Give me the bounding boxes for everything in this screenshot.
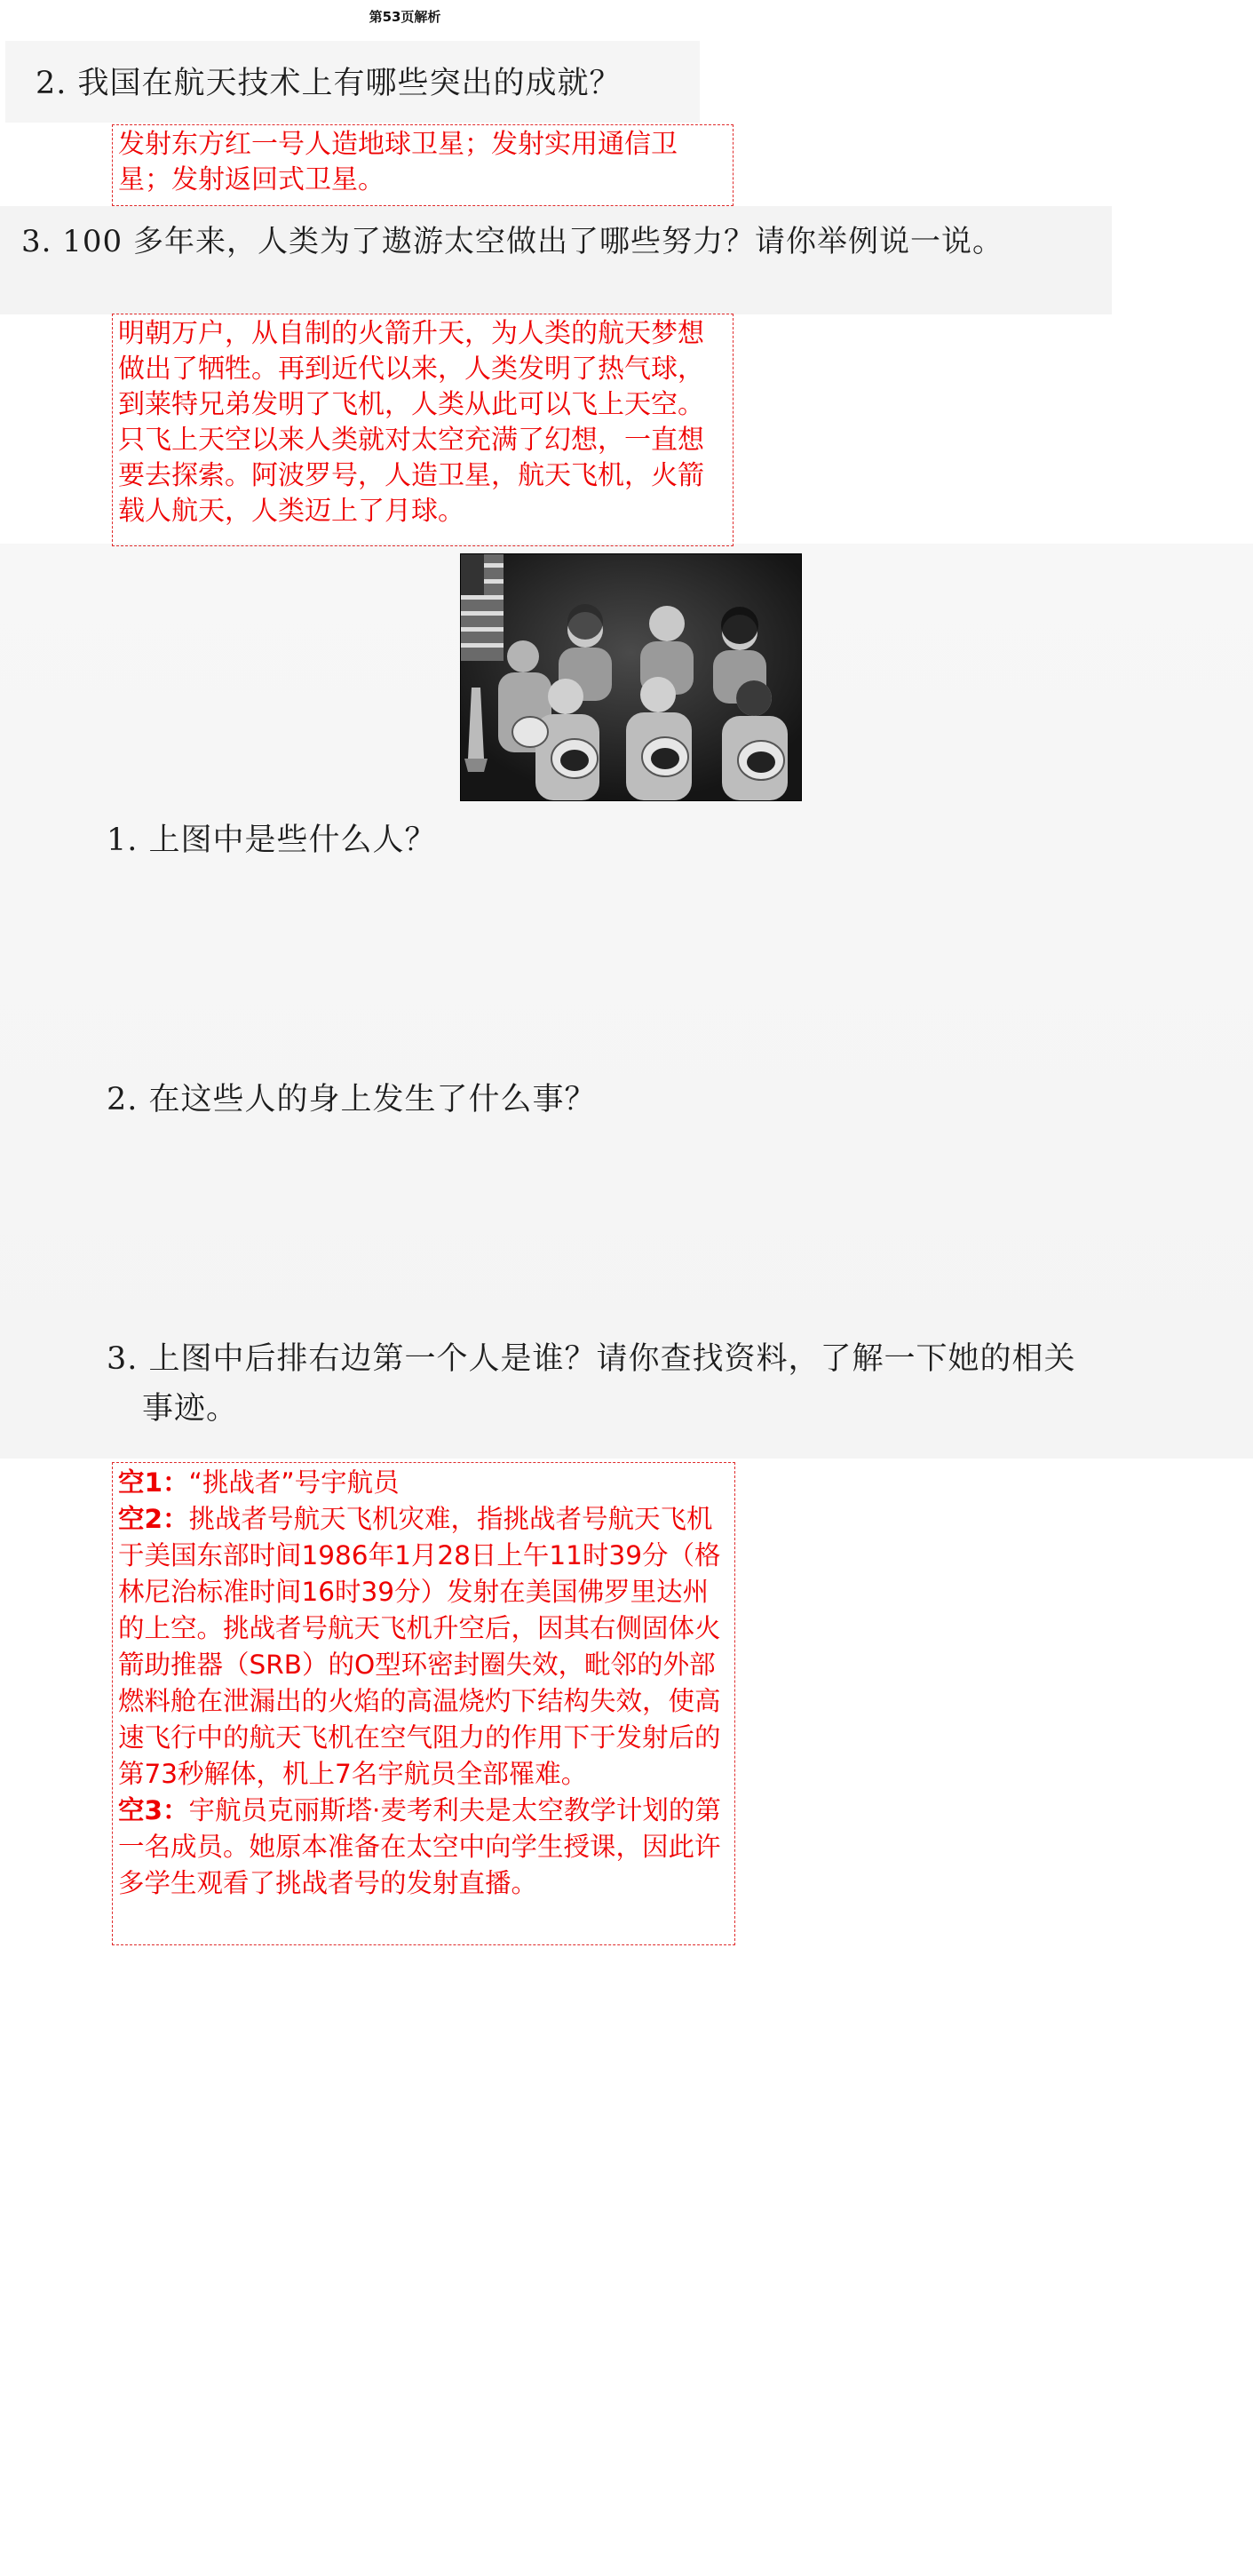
page-title: 第53页解析 <box>369 9 441 25</box>
answer-3-text: 明朝万户，从自制的火箭升天，为人类的航天梦想做出了牺牲。再到近代以来，人类发明了热气球，到莱特兄弟发明了飞机，人类从此可以飞上天空。只飞上天空以来人类就对太空充满了幻想，一直想要去探索。阿波罗号，人造卫星，航天飞机，火箭载人航天，人类迈上了月球。 <box>118 318 704 527</box>
blank-2-answer <box>118 1501 729 1793</box>
question-3-who-right: 3. 上图中后排右边第一个人是谁？请你查找资料，了解一下她的相关 <box>107 1341 1076 1377</box>
blank-1-text: “挑战者”号宇航员 <box>188 1467 400 1498</box>
blank-3-label: 空3： <box>118 1795 189 1825</box>
question-2-what-happened: 2. 在这些人的身上发生了什么事？ <box>107 1082 597 1117</box>
blank-1-answer <box>118 1465 729 1501</box>
question-3-efforts: 3. 100 多年来，人类为了遨游太空做出了哪些努力？请你举例说一说。 <box>21 224 1003 259</box>
answer-2-box <box>112 124 734 206</box>
blank-1-label: 空1： <box>118 1467 189 1498</box>
blank-3-text: 宇航员克丽斯塔·麦考利夫是太空教学计划的第一名成员。她原本准备在太空中向学生授课，因此许多学生观看了挑战者号的发射直播。 <box>118 1795 721 1898</box>
answer-3-box <box>112 314 734 546</box>
question-1-who: 1. 上图中是些什么人？ <box>107 823 437 858</box>
blank-3-answer <box>118 1793 729 1902</box>
blank-2-text: 挑战者号航天飞机灾难，指挑战者号航天飞机于美国东部时间1986年1月28日上午11时39分（格林尼治标准时间16时39分）发射在美国佛罗里达州的上空。挑战者号航天飞机升空后，因其右侧固体火箭助推器（SRB）的O型环密封圈失效，毗邻的外部燃料舱在泄漏出的火焰的高温烧灼下结构失效，使高速飞行中的航天飞机在空气阻力的作用下于发射后的第73秒解体，机上7名宇航员全部罹难。 <box>118 1504 721 1789</box>
astronaut-crew-photo <box>460 553 802 801</box>
blank-2-label: 空2： <box>118 1504 189 1534</box>
answers-box <box>112 1462 735 1945</box>
question-3-line2: 事迹。 <box>142 1391 239 1427</box>
answer-2-text: 发射东方红一号人造地球卫星；发射实用通信卫星；发射返回式卫星。 <box>118 129 678 195</box>
question-2-achievements: 2. 我国在航天技术上有哪些突出的成就？ <box>36 66 622 101</box>
